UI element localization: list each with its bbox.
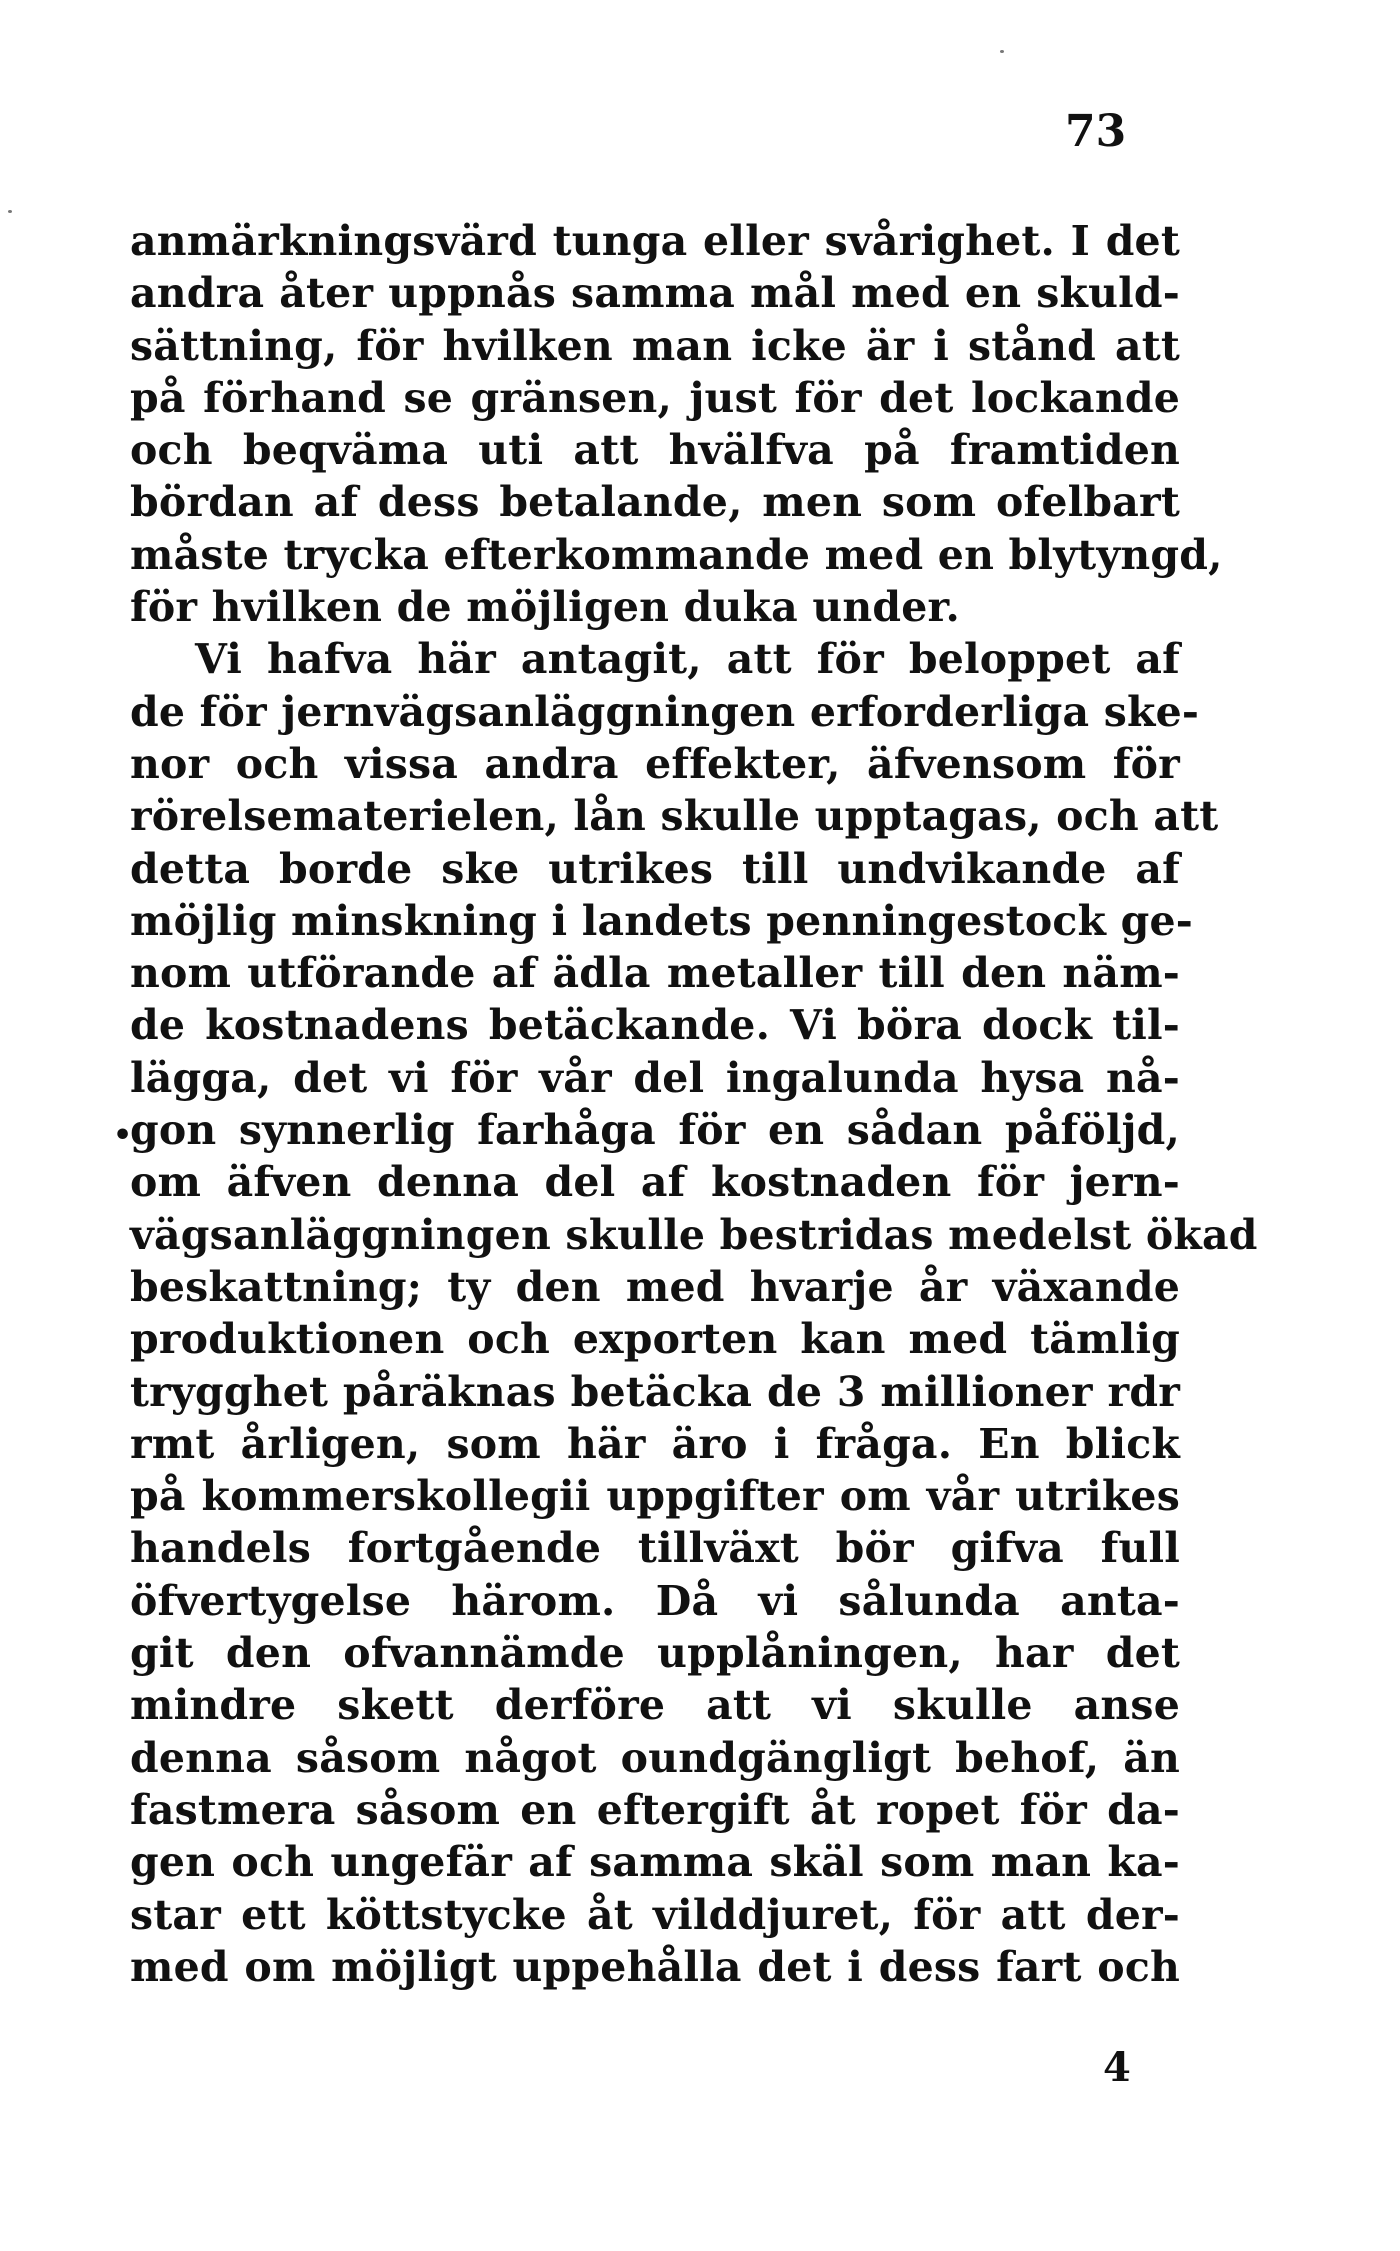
text-line: för hvilken de möjligen duka under. bbox=[130, 583, 961, 632]
text-line: med om möjligt uppehålla det i dess fart och bbox=[130, 1942, 1180, 1991]
text-line: Vi hafva här antagit, att för beloppet af bbox=[195, 635, 1180, 684]
text-line: nom utförande af ädla metaller till den näm- bbox=[130, 949, 1180, 998]
paper-speck bbox=[1000, 50, 1004, 53]
body-text bbox=[130, 215, 1258, 1993]
text-line: fastmera såsom en eftergift åt ropet för da- bbox=[130, 1785, 1180, 1834]
text-line: handels fortgående tillväxt bör gifva full bbox=[130, 1524, 1180, 1573]
paper-speck bbox=[8, 210, 12, 213]
text-line: måste trycka efterkommande med en blytyngd, bbox=[130, 530, 1223, 579]
text-line: de för jernvägsanläggningen erforderliga ske- bbox=[130, 687, 1200, 736]
text-line: möjlig minskning i landets penningestock ge- bbox=[130, 896, 1193, 945]
text-line: anmärkningsvärd tunga eller svårighet. I det bbox=[130, 217, 1180, 265]
text-line: om äfven denna del af kostnaden för jern- bbox=[130, 1158, 1180, 1207]
signature-mark: 4 bbox=[1103, 2044, 1131, 2091]
text-line: mindre skett derföre att vi skulle anse bbox=[130, 1681, 1180, 1730]
text-line: bördan af dess betalande, men som ofelbart bbox=[130, 478, 1180, 527]
text-line: rmt årligen, som här äro i fråga. En blick bbox=[130, 1419, 1180, 1468]
page-number: 73 bbox=[1065, 106, 1127, 157]
text-line: på förhand se gränsen, just för det lockande bbox=[130, 373, 1180, 422]
text-line: vägsanläggningen skulle bestridas medelst ökad bbox=[130, 1210, 1258, 1259]
text-line: gon synnerlig farhåga för en sådan påföljd, bbox=[130, 1106, 1180, 1155]
text-line: beskattning; ty den med hvarje år växande bbox=[130, 1262, 1180, 1311]
text-line: git den ofvannämde upplåningen, har det bbox=[130, 1629, 1180, 1678]
text-line: öfvertygelse härom. Då vi sålunda anta- bbox=[130, 1576, 1180, 1625]
text-line: och beqväma uti att hvälfva på framtiden bbox=[130, 426, 1180, 475]
text-line: de kostnadens betäckande. Vi böra dock til- bbox=[130, 1001, 1180, 1050]
text-line: detta borde ske utrikes till undvikande af bbox=[130, 844, 1180, 893]
text-line: denna såsom något oundgängligt behof, än bbox=[130, 1733, 1180, 1782]
text-line: rörelsematerielen, lån skulle upptagas, och att bbox=[130, 792, 1219, 841]
text-line: nor och vissa andra effekter, äfvensom för bbox=[130, 739, 1180, 788]
margin-mark: • bbox=[113, 1118, 133, 1153]
text-line: star ett köttstycke åt vilddjuret, för att der- bbox=[130, 1890, 1180, 1939]
text-line: andra åter uppnås samma mål med en skuld- bbox=[130, 269, 1180, 318]
text-line: sättning, för hvilken man icke är i stånd att bbox=[130, 321, 1180, 370]
text-line: lägga, det vi för vår del ingalunda hysa nå- bbox=[130, 1053, 1180, 1102]
text-line: gen och ungefär af samma skäl som man ka- bbox=[130, 1838, 1180, 1887]
text-line: produktionen och exporten kan med tämlig bbox=[130, 1315, 1180, 1364]
text-line: trygghet påräknas betäcka de 3 millioner rdr bbox=[130, 1367, 1180, 1416]
text-line: på kommerskollegii uppgifter om vår utrikes bbox=[130, 1472, 1180, 1521]
